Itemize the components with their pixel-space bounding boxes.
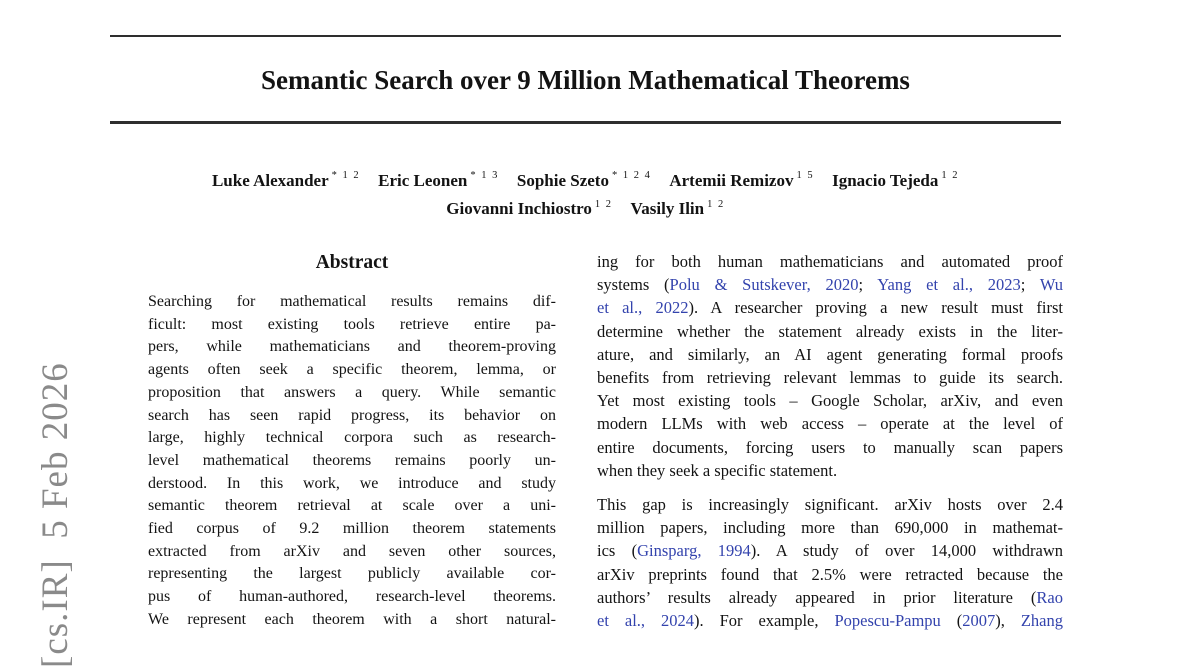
author-affiliation-superscript: 1 2 — [594, 198, 613, 210]
text-line: derstood. In this work, we introduce and study — [148, 474, 556, 492]
citation-link[interactable]: Zhang — [1020, 611, 1063, 631]
text-line: pers, while mathematicians and theorem-proving — [148, 338, 556, 356]
author-affiliation-superscript: * 1 2 4 — [611, 170, 652, 181]
text-line: systems (Polu & Sutskever, 2020; Yang et al., 2023; Wu — [597, 275, 1063, 295]
citation-link[interactable]: Popescu-Pampu — [834, 611, 941, 631]
text-line: ics (Ginsparg, 1994). A study of over 14,000 withdrawn — [597, 541, 1063, 561]
citation-link[interactable]: Yang et al., 2023 — [877, 275, 1021, 295]
text-line: ficult: most existing tools retrieve entire pa- — [148, 315, 556, 333]
text-line: agents often seek a specific theorem, lemma, or — [148, 361, 556, 379]
citation-link[interactable]: et al., 2024 — [597, 611, 694, 631]
author — [669, 171, 814, 190]
text-line: extracted from arXiv and seven other sources, — [148, 542, 556, 560]
arxiv-category-date-stamp: [cs.IR] 5 Feb 2026 — [35, 362, 76, 668]
authors-line-2 — [85, 193, 1086, 222]
paper-title: Semantic Search over 9 Million Mathematical Theorems — [261, 65, 910, 95]
text-line: proposition that answers a query. While semantic — [148, 383, 556, 401]
author — [378, 171, 499, 190]
author-affiliation-superscript: * 1 3 — [470, 170, 499, 181]
intro-paragraph-2 — [597, 493, 1063, 632]
text-line: Searching for mathematical results remains dif- — [148, 293, 556, 310]
author-name: Giovanni Inchiostro — [446, 199, 592, 219]
text-line: Yet most existing tools – Google Scholar, arXiv, and even — [597, 391, 1063, 411]
text-line: representing the largest publicly available cor- — [148, 565, 556, 583]
top-rule-divider — [110, 35, 1061, 37]
author-name: Luke Alexander — [211, 170, 329, 190]
author-name: Ignacio Tejeda — [832, 170, 939, 190]
author — [446, 199, 612, 218]
text-line: authors’ results already appeared in prior literature (Rao — [597, 587, 1063, 607]
author-name: Artemii Remizov — [669, 170, 794, 190]
left-column — [148, 252, 556, 643]
text-line: ing for both human mathematicians and automated proof — [597, 252, 1063, 271]
abstract-paragraph — [148, 291, 556, 632]
author-affiliation-superscript: 1 5 — [796, 170, 815, 181]
author-affiliation-superscript: * 1 2 — [331, 170, 361, 181]
text-line: large, highly technical corpora such as research- — [148, 429, 556, 447]
right-column — [597, 250, 1063, 643]
citation-link[interactable]: Ginsparg, 1994 — [637, 541, 751, 561]
text-line: et al., 2024). For example, Popescu-Pampu (2007), Zhang — [597, 611, 1063, 631]
author-affiliation-superscript: 1 2 — [941, 170, 960, 181]
text-line: pus of human-authored, research-level theorems. — [148, 588, 556, 606]
text-line: ature, and similarly, an AI agent generating formal proofs — [597, 344, 1063, 364]
citation-link[interactable]: Polu & Sutskever, 2020 — [669, 275, 859, 295]
authors-line-1 — [85, 164, 1086, 193]
text-line: et al., 2022). A researcher proving a new result must first — [597, 298, 1063, 318]
abstract-heading: Abstract — [315, 252, 389, 273]
author-name: Vasily Ilin — [630, 199, 705, 219]
citation-link[interactable]: Wu — [1039, 275, 1063, 295]
author — [631, 199, 725, 218]
author-affiliation-superscript: 1 2 — [707, 198, 725, 210]
text-line: We represent each theorem with a short natural- — [148, 610, 556, 628]
text-line: million papers, including more than 690,000 in mathemat- — [597, 518, 1063, 538]
text-line: benefits from retrieving relevant lemmas to guide its search. — [597, 368, 1063, 388]
author-name: Eric Leonen — [378, 170, 468, 190]
citation-link[interactable]: et al., 2022 — [597, 298, 689, 318]
text-line: This gap is increasingly significant. arXiv hosts over 2.4 — [597, 495, 1063, 515]
author-block — [85, 164, 1086, 221]
text-line: search has seen rapid progress, its behavior on — [148, 406, 556, 424]
text-line: level mathematical theorems remains poorly un- — [148, 451, 556, 469]
citation-link[interactable]: Rao — [1036, 587, 1063, 607]
author — [212, 171, 360, 190]
text-line: semantic theorem retrieval at scale over a uni- — [148, 497, 556, 515]
author-name: Sophie Szeto — [516, 170, 609, 190]
citation-link[interactable]: 2007 — [962, 611, 996, 631]
text-line: entire documents, forcing users to manually scan papers — [597, 437, 1063, 457]
intro-paragraph-1 — [597, 250, 1063, 482]
title-bottom-rule-divider — [110, 121, 1061, 124]
text-line: arXiv preprints found that 2.5% were retracted because the — [597, 564, 1063, 584]
author — [517, 171, 651, 190]
text-line: fied corpus of 9.2 million theorem statements — [148, 520, 556, 538]
text-line: determine whether the statement already exists in the liter- — [597, 321, 1063, 341]
author — [832, 171, 959, 190]
text-line: modern LLMs with web access – operate at the level of — [597, 414, 1063, 434]
text-line: when they seek a specific statement. — [597, 460, 838, 480]
